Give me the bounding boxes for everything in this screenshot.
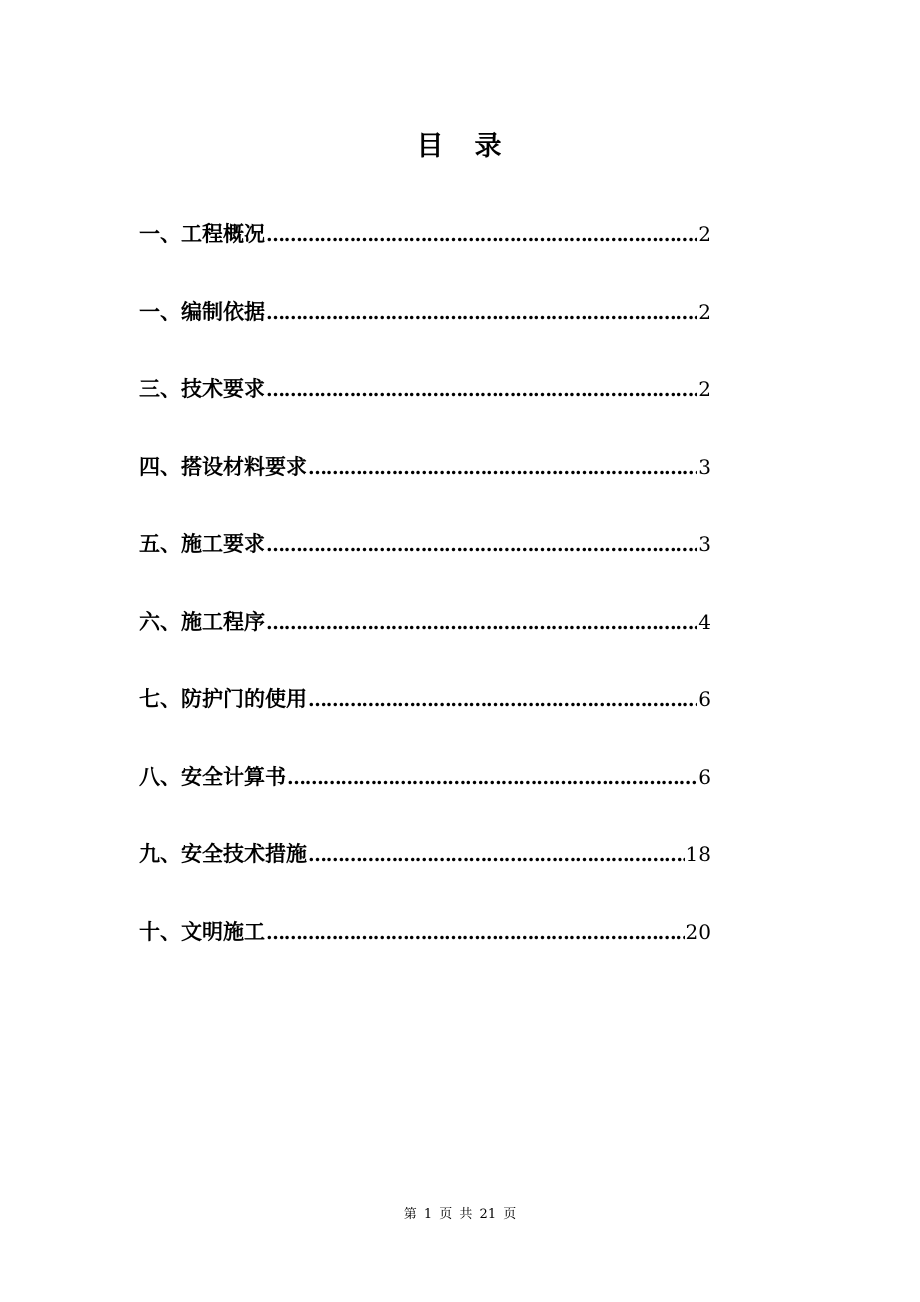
toc-entry[interactable] [139,602,711,642]
toc-entry-page: 20 [685,919,711,944]
toc-dot-leader [266,603,697,643]
toc-entry-page: 6 [698,764,711,789]
toc-entry-label: 七、防护门的使用 [139,687,307,711]
page-footer: 第 1 页 共 21 页 [403,1207,517,1222]
toc-entry-label: 一、工程概况 [139,222,265,246]
table-of-contents [139,214,711,989]
toc-dot-leader [266,913,685,953]
toc-entry[interactable] [139,369,711,409]
toc-entry[interactable] [139,757,711,797]
toc-entry[interactable] [139,292,711,332]
toc-dot-leader [308,680,697,720]
toc-entry-label: 六、施工程序 [139,609,265,634]
toc-entry[interactable] [139,524,711,564]
toc-entry-label: 八、安全计算书 [139,764,286,789]
toc-dot-leader [308,448,697,488]
toc-entry-page: 4 [698,609,711,634]
toc-entry-page: 2 [698,222,711,246]
toc-entry-page: 2 [698,299,711,324]
toc-entry[interactable] [139,834,711,874]
toc-dot-leader [287,758,697,798]
toc-title: 目 录 [416,131,504,162]
toc-entry-label: 五、施工要求 [139,532,265,556]
toc-entry[interactable] [139,679,711,719]
toc-entry-page: 3 [698,454,711,479]
toc-entry-label: 四、搭设材料要求 [139,454,307,479]
toc-entry[interactable] [139,912,711,952]
toc-dot-leader [308,835,685,875]
toc-entry-label: 九、安全技术措施 [139,842,307,866]
toc-entry-page: 18 [685,842,711,866]
toc-entry-label: 十、文明施工 [139,919,265,944]
toc-entry-label: 三、技术要求 [139,377,265,401]
toc-entry[interactable] [139,447,711,487]
toc-dot-leader [266,370,697,410]
toc-entry-page: 3 [698,532,711,556]
toc-dot-leader [266,215,697,255]
toc-dot-leader [266,293,697,333]
toc-entry[interactable] [139,214,711,254]
toc-dot-leader [266,525,697,565]
toc-entry-page: 2 [698,377,711,401]
toc-entry-page: 6 [698,687,711,711]
toc-entry-label: 一、编制依据 [139,299,265,324]
